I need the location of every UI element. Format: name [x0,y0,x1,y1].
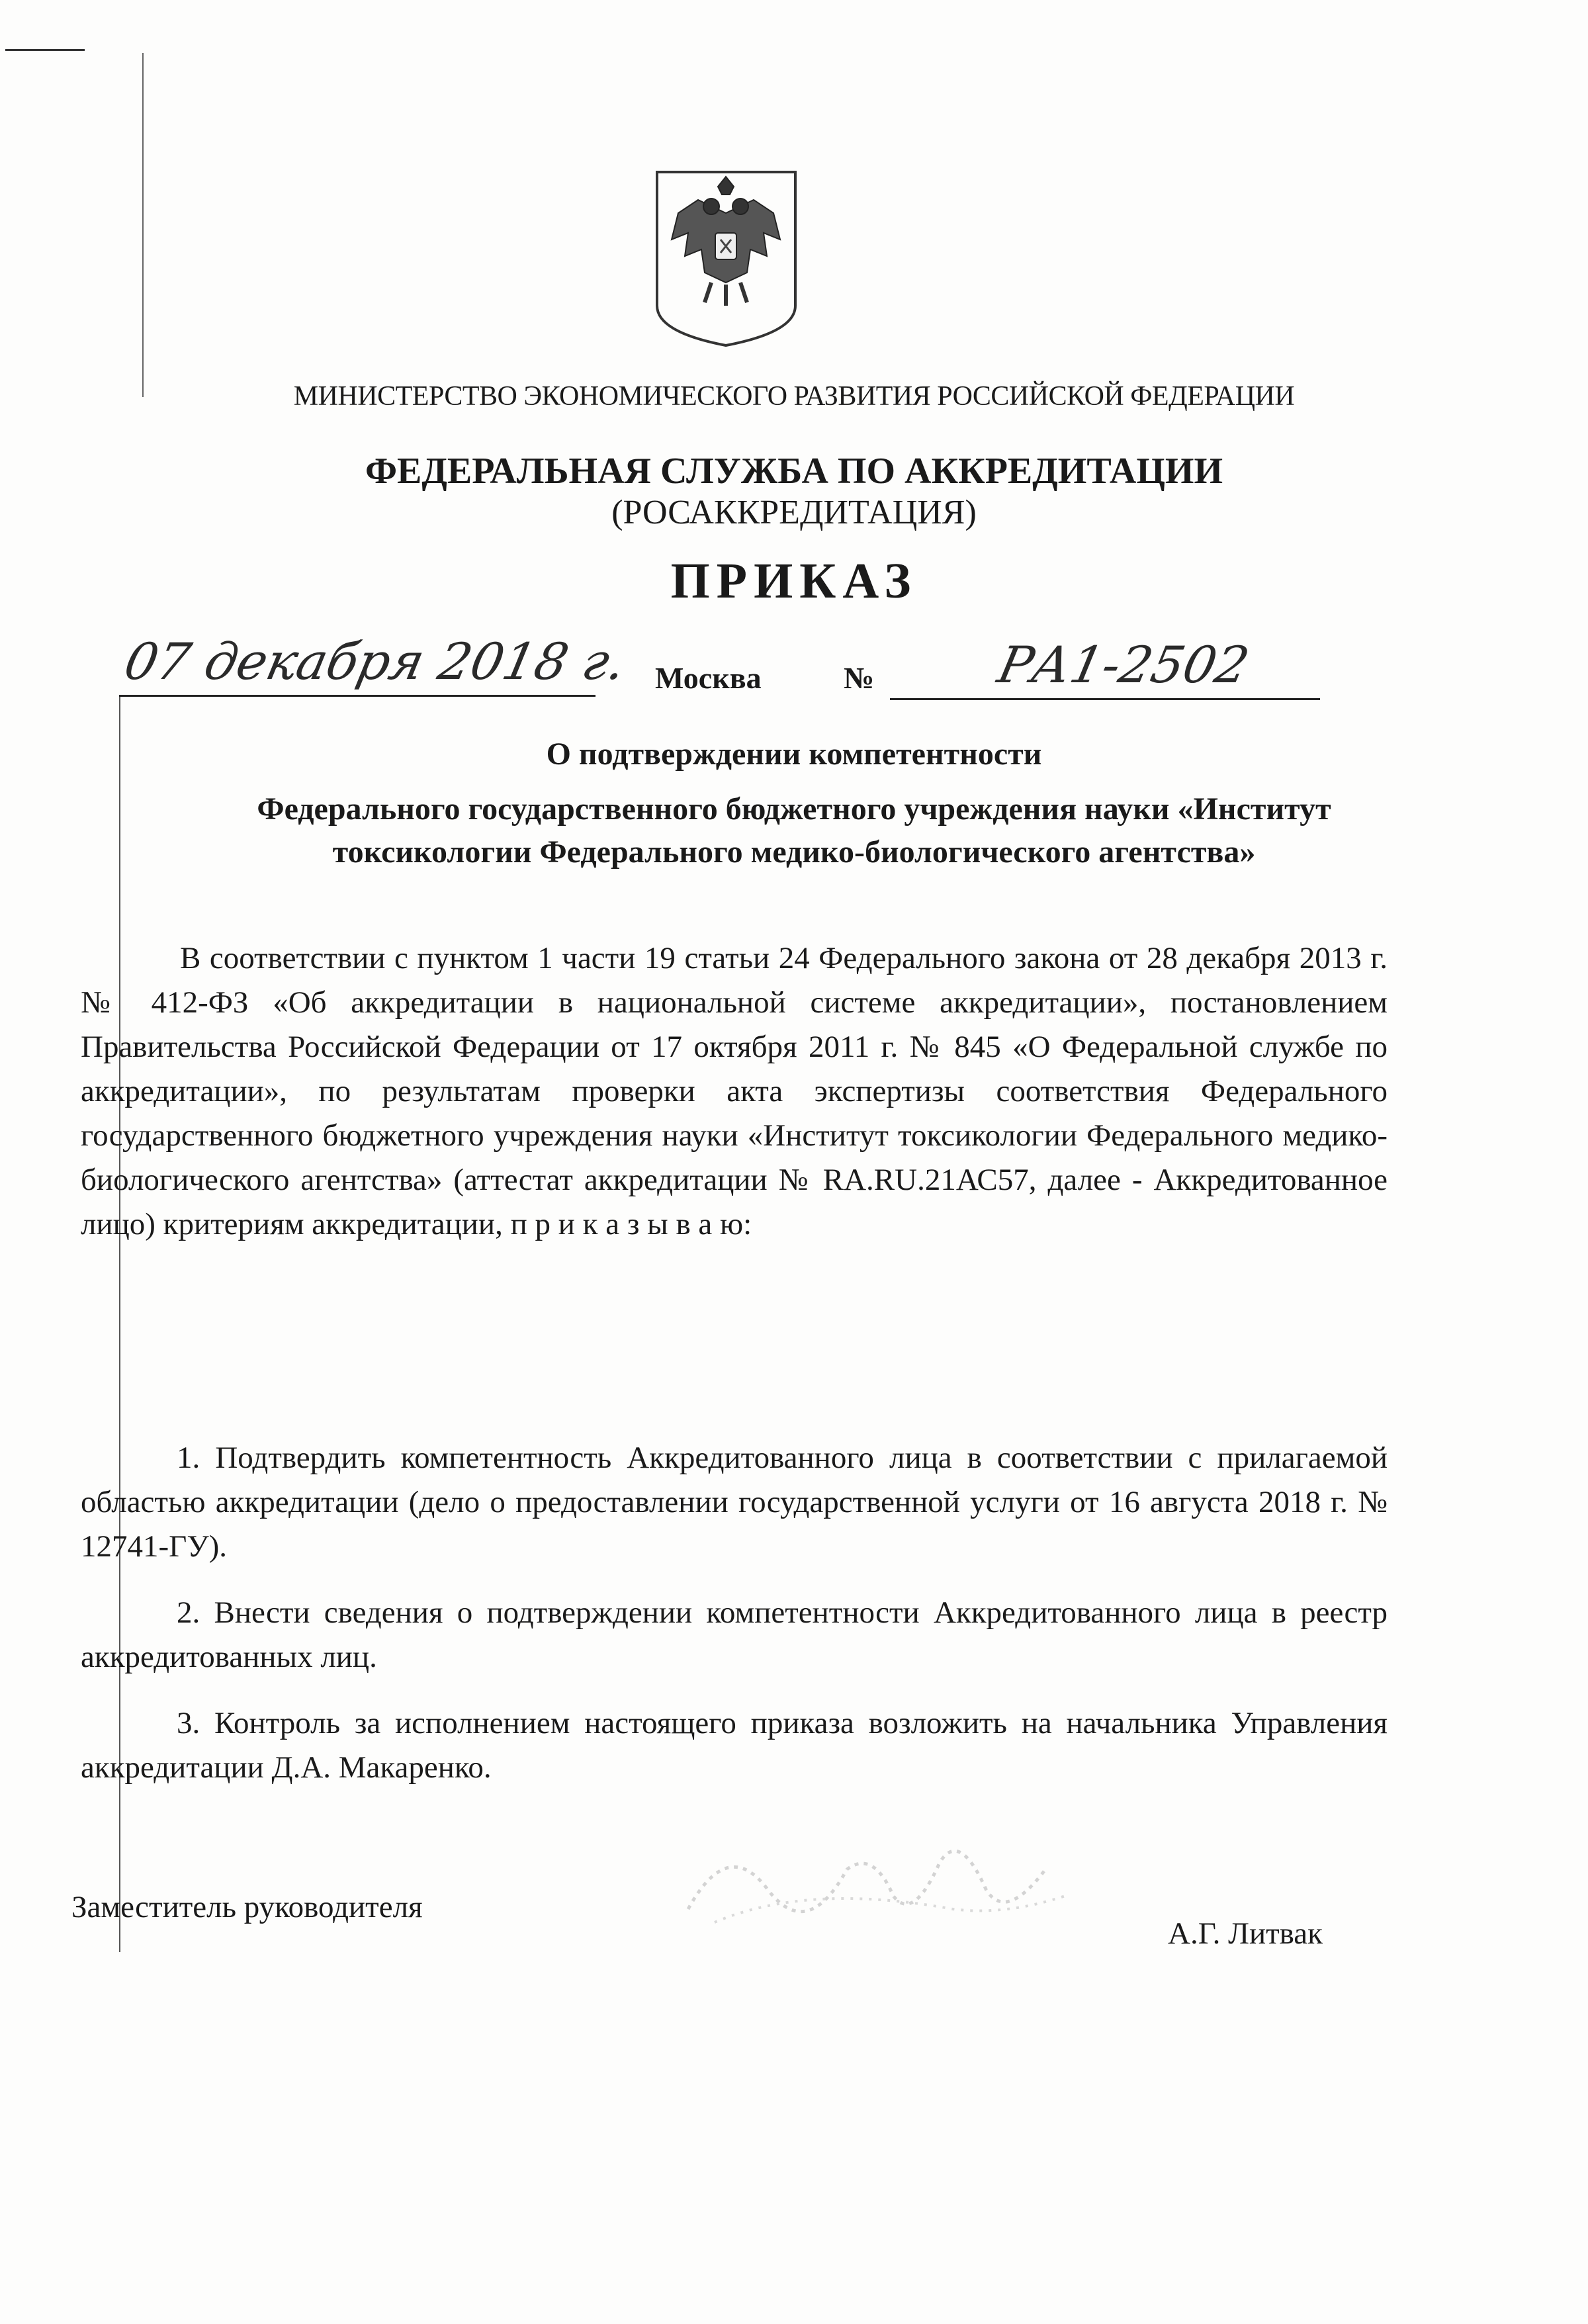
ministry-name: МИНИСТЕРСТВО ЭКОНОМИЧЕСКОГО РАЗВИТИЯ РОССИЙСКОЙ ФЕДЕРАЦИИ [293,381,1295,412]
city-label: Москва [655,661,762,695]
number-sign: № [844,661,875,695]
handwritten-date: 07 декабря 2018 г. [119,632,631,691]
order-item: 3. Контроль за исполнением настоящего приказа возложить на начальника Управления аккредитации Д.А. Макаренко. [81,1706,1388,1785]
signatory-position: Заместитель руководителя [71,1890,423,1924]
handwritten-number: РА1-2502 [992,635,1255,694]
subject-line: Федерального государственного бюджетного учреждения науки «Институт [257,791,1331,827]
order-item: 1. Подтвердить компетентность Аккредитованного лица в соответствии с прилагаемой областью аккредитации (дело о предоставлении государственной услуги от 16 августа 2018 г. № 12741-ГУ). [81,1441,1388,1564]
scan-artifact-line [142,53,144,397]
intro-paragraph: В соответствии с пунктом 1 части 19 статьи 24 Федерального закона от 28 декабря 2013 г. № 412-ФЗ «Об аккредитации в национальной системе аккредитации», постановлением Правительства Российской Федерации от 17 октября 2011 г. № 845 «О Федеральной службе по аккредитации», по результатам проверки акта экспертизы соответствия Федерального государственного бюджетного учреждения науки «Институт токсикологии Федерального медико-биологического агентства» (аттестат аккредитации № RA.RU.21АС57, далее - Аккредитованное лицо) критериям аккредитации, п р и к а з ы в а ю: [81,941,1388,1241]
order-item: 2. Внести сведения о подтверждении компетентности Аккредитованного лица в реестр аккредитованных лиц. [81,1595,1388,1674]
service-abbreviation: (РОСАККРЕДИТАЦИЯ) [611,494,977,531]
subject-line: токсикологии Федерального медико-биологического агентства» [332,834,1256,870]
service-name: ФЕДЕРАЛЬНАЯ СЛУЖБА ПО АККРЕДИТАЦИИ [365,451,1223,492]
date-underline [119,695,596,697]
scan-artifact-line [5,49,85,51]
signatory-name: А.Г. Литвак [1168,1916,1323,1951]
russian-coat-of-arms-icon [652,167,801,349]
signature-scribble [675,1810,1085,1942]
subject-line: О подтверждении компетентности [546,737,1042,772]
document-title: ПРИКАЗ [670,553,918,609]
number-underline [890,698,1320,700]
